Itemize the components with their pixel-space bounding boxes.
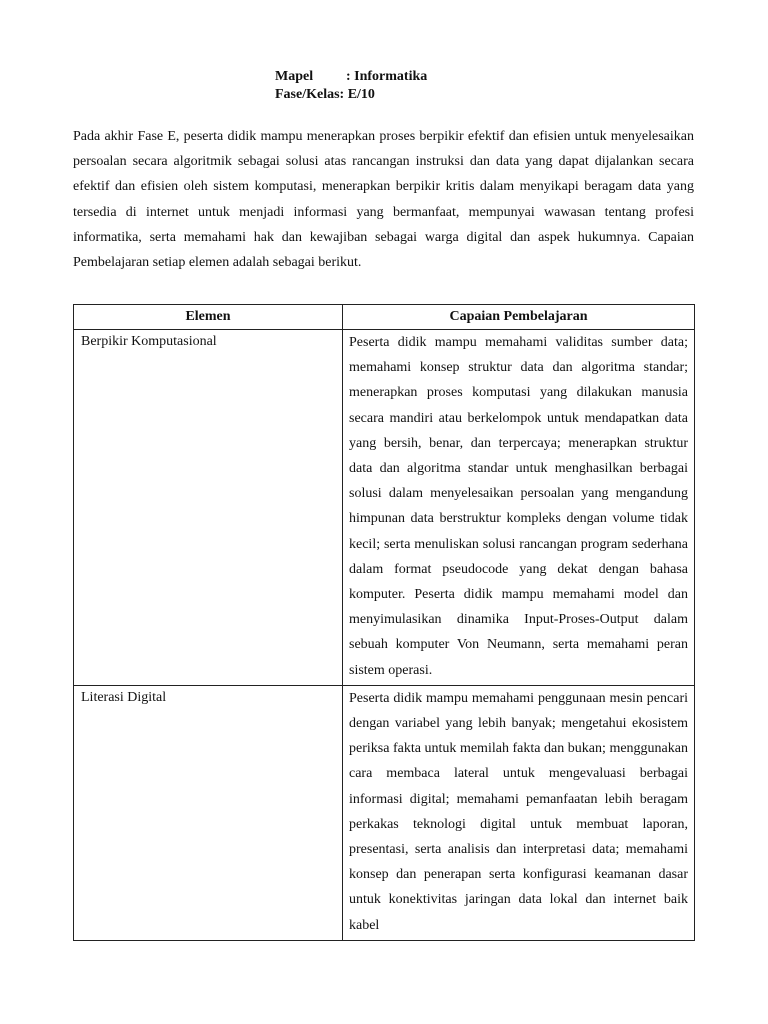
mapel-value: : Informatika [346, 69, 428, 84]
mapel-label: Mapel [275, 69, 314, 84]
elemen-cell: Literasi Digital [74, 685, 343, 940]
header-elemen: Elemen [74, 305, 343, 330]
elemen-cell: Berpikir Komputasional [74, 330, 343, 686]
table-header-row [74, 305, 695, 330]
header-capaian: Capaian Pembelajaran [343, 305, 695, 330]
capaian-cell: Peserta didik mampu memahami penggunaan mesin pencari dengan variabel yang lebih banyak; mengetahui ekosistem periksa fakta untuk memilah fakta dan bukan; menggunakan cara membaca lateral untuk mengevaluasi berbagai informasi digital; memahami pemanfaatan lebih beragam perkakas teknologi digital untuk membuat laporan, presentasi, serta analisis dan interpretasi data; memahami konsep dan penerapan serta konfigurasi keamanan dasar untuk konektivitas jaringan data lokal dan internet baik kabel [343, 685, 695, 940]
table-row [74, 330, 695, 686]
capaian-table [73, 304, 695, 941]
table-row [74, 685, 695, 940]
fase-value: : E/10 [339, 87, 375, 102]
fase-label: Fase/Kelas [275, 87, 340, 102]
capaian-cell: Peserta didik mampu memahami validitas sumber data; memahami konsep struktur data dan algoritma standar; menerapkan proses komputasi yang dilakukan manusia secara mandiri atau berkelompok untuk mendapatkan data yang bersih, benar, dan terpercaya; menerapkan struktur data dan algoritma standar untuk menghasilkan berbagai solusi dalam menyelesaikan persoalan yang mengandung himpunan data berstruktur kompleks dengan volume tidak kecil; serta menuliskan solusi rancangan program sederhana dalam format pseudocode yang dekat dengan bahasa komputer. Peserta didik mampu memahami model dan menyimulasikan dinamika Input-Proses-Output dalam sebuah komputer Von Neumann, serta memahami peran sistem operasi. [343, 330, 695, 686]
intro-paragraph: Pada akhir Fase E, peserta didik mampu menerapkan proses berpikir efektif dan efisien untuk menyelesaikan persoalan secara algoritmik sebagai solusi atas rancangan instruksi dan data yang dapat dijalankan secara efektif dan efisien oleh sistem komputasi, menerapkan berpikir kritis dalam menyikapi beragam data yang tersedia di internet untuk menjadi informasi yang bermanfaat, mempunyai wawasan tentang profesi informatika, serta memahami hak dan kewajiban sebagai warga digital dan aspek hukumnya. Capaian Pembelajaran setiap elemen adalah sebagai berikut. [73, 129, 694, 271]
